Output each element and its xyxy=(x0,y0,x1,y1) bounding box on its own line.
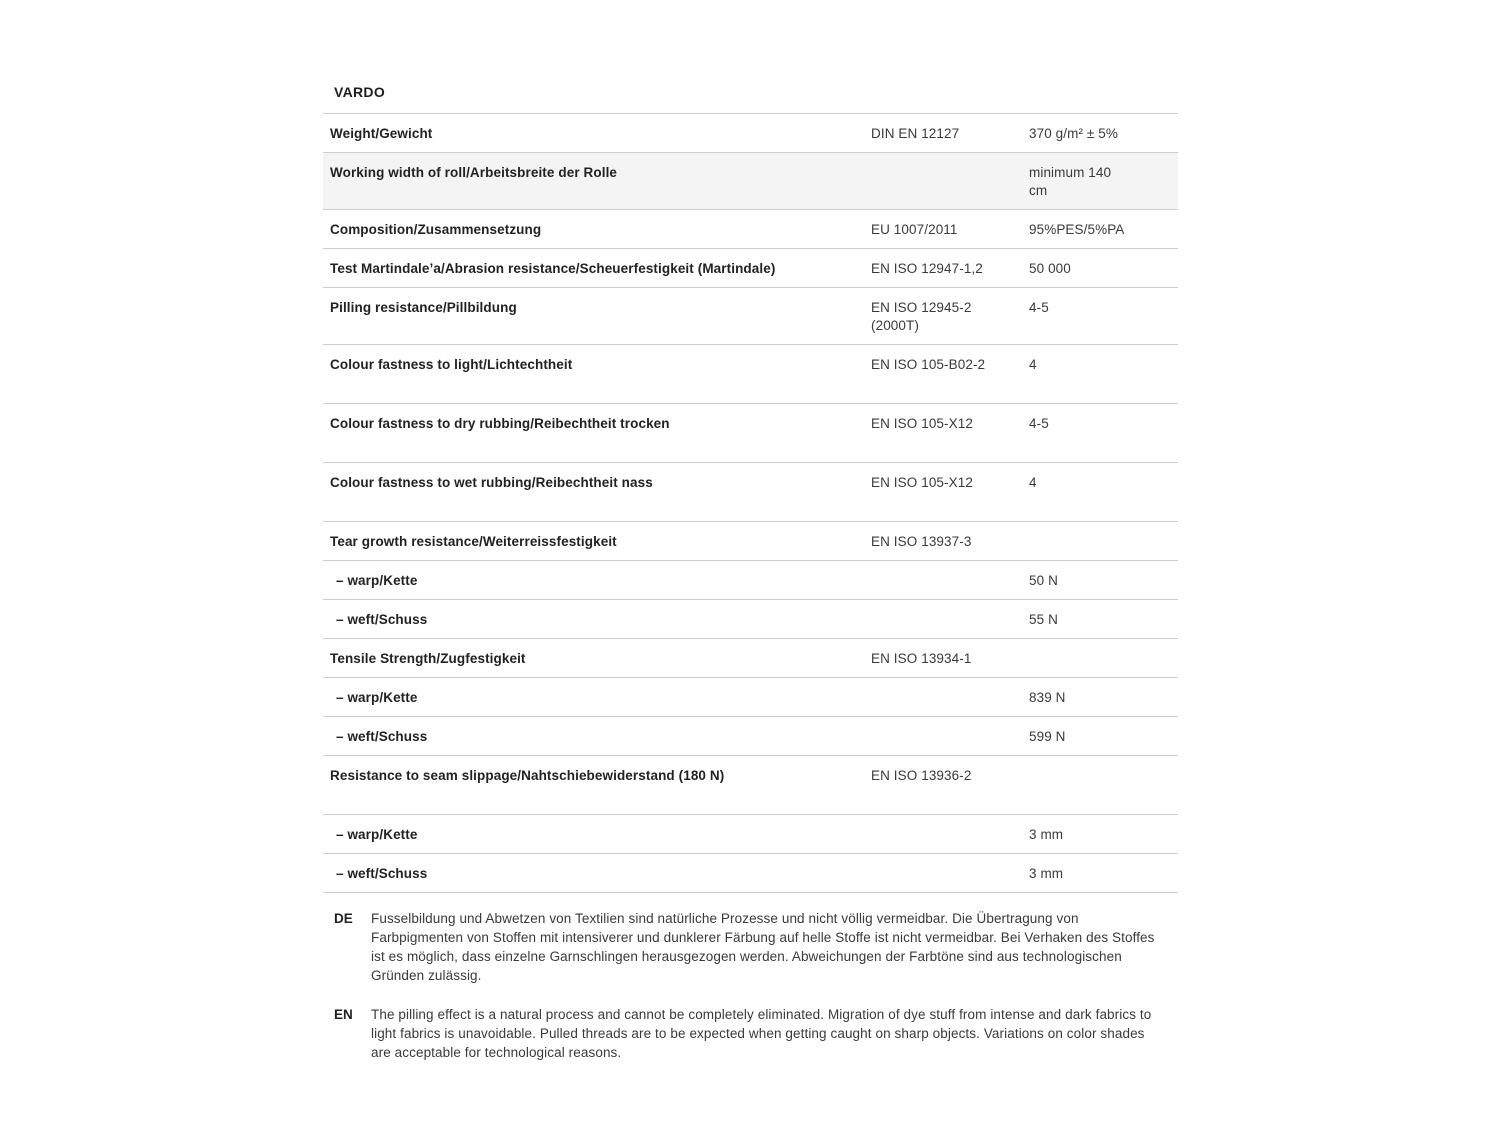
property-cell: – weft/Schuss xyxy=(336,612,428,627)
property-cell: Pilling resistance/Pillbildung xyxy=(330,300,517,315)
property-cell: Working width of roll/Arbeitsbreite der Rolle xyxy=(330,165,618,180)
value-text: 3 mm xyxy=(1029,827,1064,842)
value-cell xyxy=(1029,210,1178,248)
value-text: minimum 140 cm xyxy=(1029,165,1112,198)
spec-table xyxy=(323,113,1178,893)
value-text: 3 mm xyxy=(1029,866,1064,881)
value-cell xyxy=(1029,717,1178,755)
standard-cell: EN ISO 13936-2 xyxy=(871,768,972,783)
note-lang-label: DE xyxy=(334,911,353,926)
table-row-tear-weft xyxy=(323,599,1178,638)
property-cell: Tear growth resistance/Weiterreissfestigkeit xyxy=(330,534,617,549)
property-cell: – weft/Schuss xyxy=(336,729,428,744)
standard-cell xyxy=(871,600,1029,638)
value-cell xyxy=(1029,756,1178,814)
value-text: 4-5 xyxy=(1029,300,1049,315)
property-cell: Resistance to seam slippage/Nahtschiebewiderstand (180 N) xyxy=(330,768,725,783)
standard-cell: EN ISO 105-B02-2 xyxy=(871,357,986,372)
value-cell xyxy=(1029,463,1178,521)
standard-cell: EN ISO 105-X12 xyxy=(871,416,973,431)
table-row-tear-warp xyxy=(323,560,1178,599)
table-row-tensile-warp xyxy=(323,677,1178,716)
value-cell xyxy=(1029,288,1178,344)
property-cell: – warp/Kette xyxy=(336,690,418,705)
value-text: 599 N xyxy=(1029,729,1066,744)
property-cell: Test Martindale’a/Abrasion resistance/Scheuerfestigkeit (Martindale) xyxy=(330,261,776,276)
property-cell: Composition/Zusammensetzung xyxy=(330,222,542,237)
value-cell xyxy=(1029,854,1178,892)
table-row-seam-slippage xyxy=(323,755,1178,814)
value-cell xyxy=(1029,249,1178,287)
property-cell: Colour fastness to dry rubbing/Reibechtheit trocken xyxy=(330,416,670,431)
table-row-composition xyxy=(323,209,1178,248)
value-cell xyxy=(1029,404,1178,462)
page-title: VARDO xyxy=(334,84,386,100)
standard-cell xyxy=(871,153,1029,209)
table-row-pilling xyxy=(323,287,1178,344)
standard-cell: EN ISO 13937-3 xyxy=(871,534,972,549)
value-text: 4 xyxy=(1029,475,1037,490)
standard-cell: EN ISO 12947-1,2 xyxy=(871,261,983,276)
table-row-working-width xyxy=(323,152,1178,209)
standard-cell xyxy=(871,717,1029,755)
table-row-fastness-dry-rubbing xyxy=(323,403,1178,462)
value-cell xyxy=(1029,815,1178,853)
standard-cell xyxy=(871,854,1029,892)
table-row-tensile xyxy=(323,638,1178,677)
value-cell xyxy=(1029,522,1178,560)
table-row-abrasion xyxy=(323,248,1178,287)
property-cell: – warp/Kette xyxy=(336,827,418,842)
table-row-fastness-wet-rubbing xyxy=(323,462,1178,521)
value-text: 55 N xyxy=(1029,612,1058,627)
property-cell: – warp/Kette xyxy=(336,573,418,588)
table-row-fastness-light xyxy=(323,344,1178,403)
standard-cell: EU 1007/2011 xyxy=(871,222,958,237)
note-text: The pilling effect is a natural process and cannot be completely eliminated. Migration of dye stuff from intense and dark fabrics to light fabrics is unavoidable. Pulled threads are to be expected when getting caught on sharp objects. Variations on color shades are acceptable for technological reasons. xyxy=(371,1007,1152,1060)
notes-section xyxy=(323,909,1178,1062)
note-text: Fusselbildung und Abwetzen von Textilien sind natürliche Prozesse und nicht völlig vermeidbar. Die Übertragung von Farbpigmenten von Stoffen mit intensiverer und dunklerer Färbung auf helle Stoffe ist nicht vermeidbar. Bei Verhaken des Stoffes ist es möglich, dass einzelne Garnschlingen herausgezogen werden. Abweichungen der Farbtöne sind aus technologischen Gründen zulässig. xyxy=(371,911,1155,983)
value-text: 839 N xyxy=(1029,690,1066,705)
standard-cell xyxy=(871,815,1029,853)
note-en xyxy=(334,1005,1178,1062)
standard-cell: EN ISO 105-X12 xyxy=(871,475,973,490)
property-cell: – weft/Schuss xyxy=(336,866,428,881)
standard-cell xyxy=(871,561,1029,599)
value-text: 4 xyxy=(1029,357,1037,372)
value-text: 50 N xyxy=(1029,573,1058,588)
spec-sheet xyxy=(323,84,1178,1082)
value-cell xyxy=(1029,345,1178,403)
value-text: 4-5 xyxy=(1029,416,1049,431)
table-row-tensile-weft xyxy=(323,716,1178,755)
value-text: 50 000 xyxy=(1029,261,1071,276)
table-row-seam-weft xyxy=(323,853,1178,892)
value-cell xyxy=(1029,153,1178,209)
value-cell xyxy=(1029,600,1178,638)
property-cell: Weight/Gewicht xyxy=(330,126,433,141)
table-row-weight xyxy=(323,113,1178,152)
table-row-tear-growth xyxy=(323,521,1178,560)
value-cell xyxy=(1029,678,1178,716)
standard-cell: EN ISO 13934-1 xyxy=(871,651,972,666)
standard-cell: DIN EN 12127 xyxy=(871,126,960,141)
note-lang-label: EN xyxy=(334,1007,353,1022)
property-cell: Tensile Strength/Zugfestigkeit xyxy=(330,651,526,666)
standard-cell: EN ISO 12945-2 (2000T) xyxy=(871,300,972,333)
value-text: 95%PES/5%PA xyxy=(1029,222,1125,237)
property-cell: Colour fastness to wet rubbing/Reibechtheit nass xyxy=(330,475,653,490)
standard-cell xyxy=(871,678,1029,716)
value-cell xyxy=(1029,114,1178,152)
value-cell xyxy=(1029,561,1178,599)
note-de xyxy=(334,909,1178,985)
table-row-seam-warp xyxy=(323,814,1178,853)
value-cell xyxy=(1029,639,1178,677)
property-cell: Colour fastness to light/Lichtechtheit xyxy=(330,357,573,372)
value-text: 370 g/m² ± 5% xyxy=(1029,126,1118,141)
